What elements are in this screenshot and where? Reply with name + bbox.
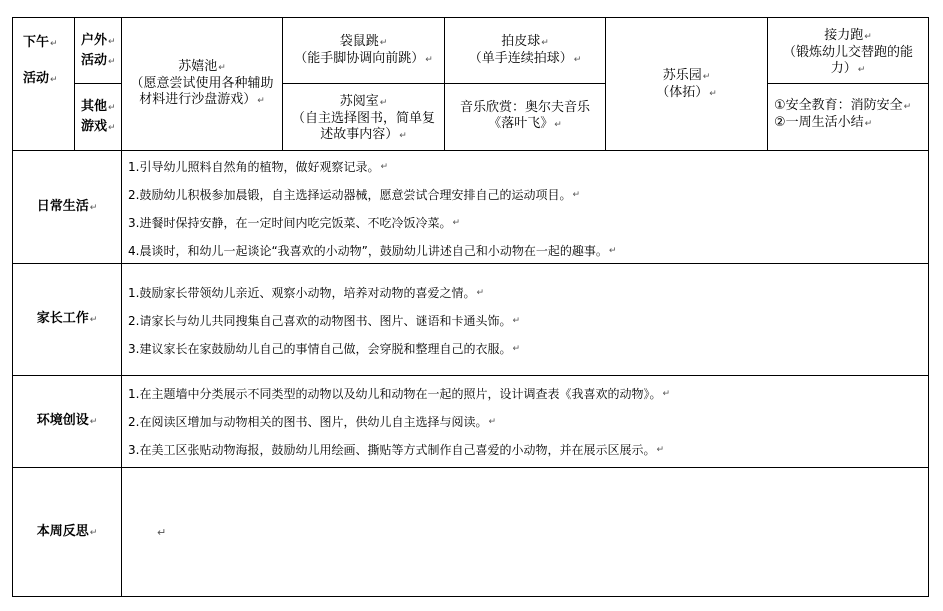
- weekly-summary: ②一周生活小结: [774, 115, 864, 130]
- kangaroo-cell: 袋鼠跳↵ （能手脚协调向前跳）↵: [282, 17, 445, 84]
- ball-cell: 拍皮球↵ （单手连续拍球）↵: [444, 17, 606, 84]
- garden-cell: 苏乐园↵ （体拓）↵: [605, 17, 768, 151]
- list-item: 3.建议家长在家鼓励幼儿自己的事情自己做，会穿脱和整理自己的衣服。 ↵: [128, 342, 520, 356]
- reading-room-title: 苏阅室: [339, 94, 379, 109]
- list-item: 1.在主题墙中分类展示不同类型的动物以及幼儿和动物在一起的照片，设计调查表《我喜欢的动物》。 ↵: [128, 387, 671, 401]
- relay-cell: 接力跑↵ （锻炼幼儿交替跑的能力）↵: [767, 17, 929, 84]
- kangaroo-desc: （能手脚协调向前跳）: [294, 51, 425, 66]
- reflection-empty-paragraph: ↵: [157, 526, 167, 539]
- safety-cell: ①安全教育：消防安全↵ ②一周生活小结↵: [767, 83, 929, 151]
- reflection-content-cell: [121, 467, 929, 597]
- garden-title: 苏乐园: [662, 68, 702, 83]
- reflection-heading: 本周反思: [36, 523, 89, 539]
- sandpool-title: 苏嬉池: [178, 59, 218, 74]
- safety-education: ①安全教育：消防安全: [774, 98, 903, 113]
- parents-heading-cell: 家长工作↵: [12, 263, 122, 376]
- afternoon-label-cell: 下午↵ 活动↵: [12, 17, 75, 151]
- list-item: 3.进餐时保持安静，在一定时间内吃完饭菜、不吃冷饭冷菜。 ↵: [128, 216, 460, 230]
- other-label-2: 游戏: [81, 119, 108, 134]
- outdoor-label-cell: 户外↵ 活动↵: [74, 17, 122, 84]
- reading-room-desc: （自主选择图书，简单复述故事内容）: [291, 111, 435, 142]
- environment-heading: 环境创设: [36, 413, 89, 428]
- garden-desc: （体拓）: [656, 85, 709, 100]
- daily-heading: 日常生活: [36, 198, 89, 214]
- outdoor-label-2: 活动: [81, 53, 108, 68]
- afternoon-label-1: 下午: [23, 35, 50, 50]
- parents-content-cell: [121, 263, 929, 376]
- parents-heading: 家长工作: [36, 311, 89, 326]
- reflection-heading-cell: 本周反思↵: [12, 467, 122, 597]
- environment-content-cell: [121, 375, 929, 468]
- ball-title: 拍皮球: [501, 34, 541, 49]
- music-cell: 音乐欣赏：奥尔夫音乐《落叶飞》↵: [444, 83, 606, 151]
- daily-heading-cell: 日常生活↵: [12, 150, 122, 264]
- list-item: 2.请家长与幼儿共同搜集自己喜欢的动物图书、图片、谜语和卡通头饰。 ↵: [128, 314, 520, 328]
- sandpool-cell: 苏嬉池↵ （愿意尝试使用各种辅助材料进行沙盘游戏）↵: [121, 17, 283, 151]
- sandpool-desc: （愿意尝试使用各种辅助材料进行沙盘游戏）: [130, 76, 274, 107]
- environment-heading-cell: 环境创设↵: [12, 375, 122, 468]
- music-appreciation: 音乐欣赏：奥尔夫音乐《落叶飞》: [459, 100, 590, 131]
- list-item: 2.鼓励幼儿积极参加晨锻，自主选择运动器械，愿意尝试合理安排自己的运动项目。 ↵: [128, 188, 580, 202]
- list-item: 2.在阅读区增加与动物相关的图书、图片，供幼儿自主选择与阅读。 ↵: [128, 415, 496, 429]
- outdoor-label-1: 户外: [81, 33, 108, 48]
- afternoon-label-2: 活动: [23, 71, 50, 86]
- ball-desc: （单手连续拍球）: [468, 51, 573, 66]
- list-item: 4.晨谈时，和幼儿一起谈论“我喜欢的小动物”，鼓励幼儿讲述自己和小动物在一起的趣事。 ↵: [128, 244, 617, 258]
- daily-content-cell: [121, 150, 929, 264]
- kangaroo-title: 袋鼠跳: [339, 34, 379, 49]
- list-item: 3.在美工区张贴动物海报，鼓励幼儿用绘画、撕贴等方式制作自己喜爱的小动物，并在展示区展示。 ↵: [128, 443, 664, 457]
- other-label-cell: 其他↵ 游戏↵: [74, 83, 122, 151]
- list-item: 1.鼓励家长带领幼儿亲近、观察小动物，培养对动物的喜爱之情。 ↵: [128, 286, 484, 300]
- relay-desc: （锻炼幼儿交替跑的能力）: [782, 45, 913, 76]
- list-item: 1.引导幼儿照料自然角的植物，做好观察记录。 ↵: [128, 160, 388, 174]
- relay-title: 接力跑: [824, 28, 864, 43]
- other-label-1: 其他: [81, 99, 108, 114]
- reading-room-cell: 苏阅室↵ （自主选择图书，简单复述故事内容）↵: [282, 83, 445, 151]
